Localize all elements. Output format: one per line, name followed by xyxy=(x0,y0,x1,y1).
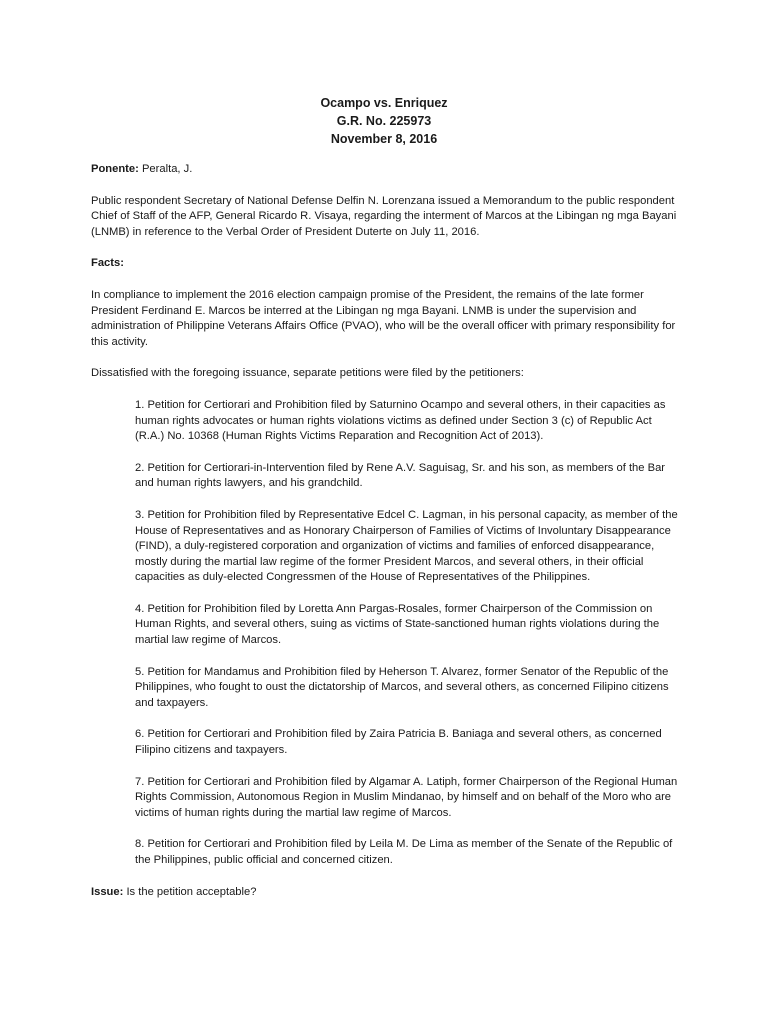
issue-line xyxy=(91,885,691,901)
facts-paragraph: In compliance to implement the 2016 election campaign promise of the President, the remains of the late former President Ferdinand E. Marcos be interred at the Libingan ng mga Bayani. LNMB is under the supervision and administration of Philippine Veterans Affairs Office (PVAO), who will be the overall officer with primary responsibility for this activity. xyxy=(91,288,676,348)
issue-label: Issue: xyxy=(91,885,124,898)
case-gr-number: G.R. No. 225973 xyxy=(336,114,432,128)
petition-item: 4. Petition for Prohibition filed by Loretta Ann Pargas-Rosales, former Chairperson of the Commission on Human Rights, and several others, suing as victims of State-sanctioned human rights violations during the martial law regime of Marcos. xyxy=(135,602,660,647)
petition-item: 3. Petition for Prohibition filed by Representative Edcel C. Lagman, in his personal capacity, as member of the House of Representatives and as Honorary Chairperson of Families of Victims of Involuntary Disappearance (FIND), a duly-registered corporation and organization of victims and families of enforced disappearance, mostly during the martial law regime of the former President Marcos, and several others, in their official capacities as duly-elected Congressmen of the House of Representatives of the Philippines. xyxy=(135,508,678,584)
ponente-value: Peralta, J. xyxy=(141,163,193,175)
ponente-label: Ponente: xyxy=(91,163,139,175)
petition-item: 7. Petition for Certiorari and Prohibition filed by Algamar A. Latiph, former Chairperson of the Regional Human Rights Commission, Autonomous Region in Muslim Mindanao, by himself and on behalf of the Moro who are victims of human rights during the martial law regime of Marcos. xyxy=(135,775,678,819)
case-date: November 8, 2016 xyxy=(330,132,438,146)
document-body xyxy=(91,162,691,916)
issue-value: Is the petition acceptable? xyxy=(126,885,257,898)
ponente-line xyxy=(91,162,691,178)
intro-paragraph: Public respondent Secretary of National Defense Delfin N. Lorenzana issued a Memorandum to the public respondent Chief of Staff of the AFP, General Ricardo R. Visaya, regarding the interment of Marcos at the Libingan ng mga Bayani (LNMB) in reference to the Verbal Order of President Duterte on July 11, 2016. xyxy=(91,194,677,238)
petition-item: 5. Petition for Mandamus and Prohibition filed by Heherson T. Alvarez, former Senator of the Republic of the Philippines, who fought to oust the dictatorship of Marcos, and several others, as concerned Filipino citizens and taxpayers. xyxy=(135,665,669,709)
petition-item: 1. Petition for Certiorari and Prohibition filed by Saturnino Ocampo and several others, in their capacities as human rights advocates or human rights violations victims as defined under Section 3 (c) of Republic Act (R.A.) No. 10368 (Human Rights Victims Reparation and Recognition Act of 2013). xyxy=(135,398,666,443)
petitions-intro: Dissatisfied with the foregoing issuance, separate petitions were filed by the petitioners: xyxy=(91,367,524,380)
petition-item: 2. Petition for Certiorari-in-Intervention filed by Rene A.V. Saguisag, Sr. and his son, as members of the Bar and human rights lawyers, and his grandchild. xyxy=(135,461,666,490)
case-title: Ocampo vs. Enriquez xyxy=(320,96,448,110)
petitions-list xyxy=(135,398,680,869)
document-title-block xyxy=(0,94,768,148)
petition-item: 8. Petition for Certiorari and Prohibition filed by Leila M. De Lima as member of the Senate of the Republic of the Philippines, public official and concerned citizen. xyxy=(135,838,673,866)
petition-item: 6. Petition for Certiorari and Prohibition filed by Zaira Patricia B. Baniaga and several others, as concerned Filipino citizens and taxpayers. xyxy=(135,728,662,757)
facts-heading: Facts: xyxy=(91,257,124,270)
